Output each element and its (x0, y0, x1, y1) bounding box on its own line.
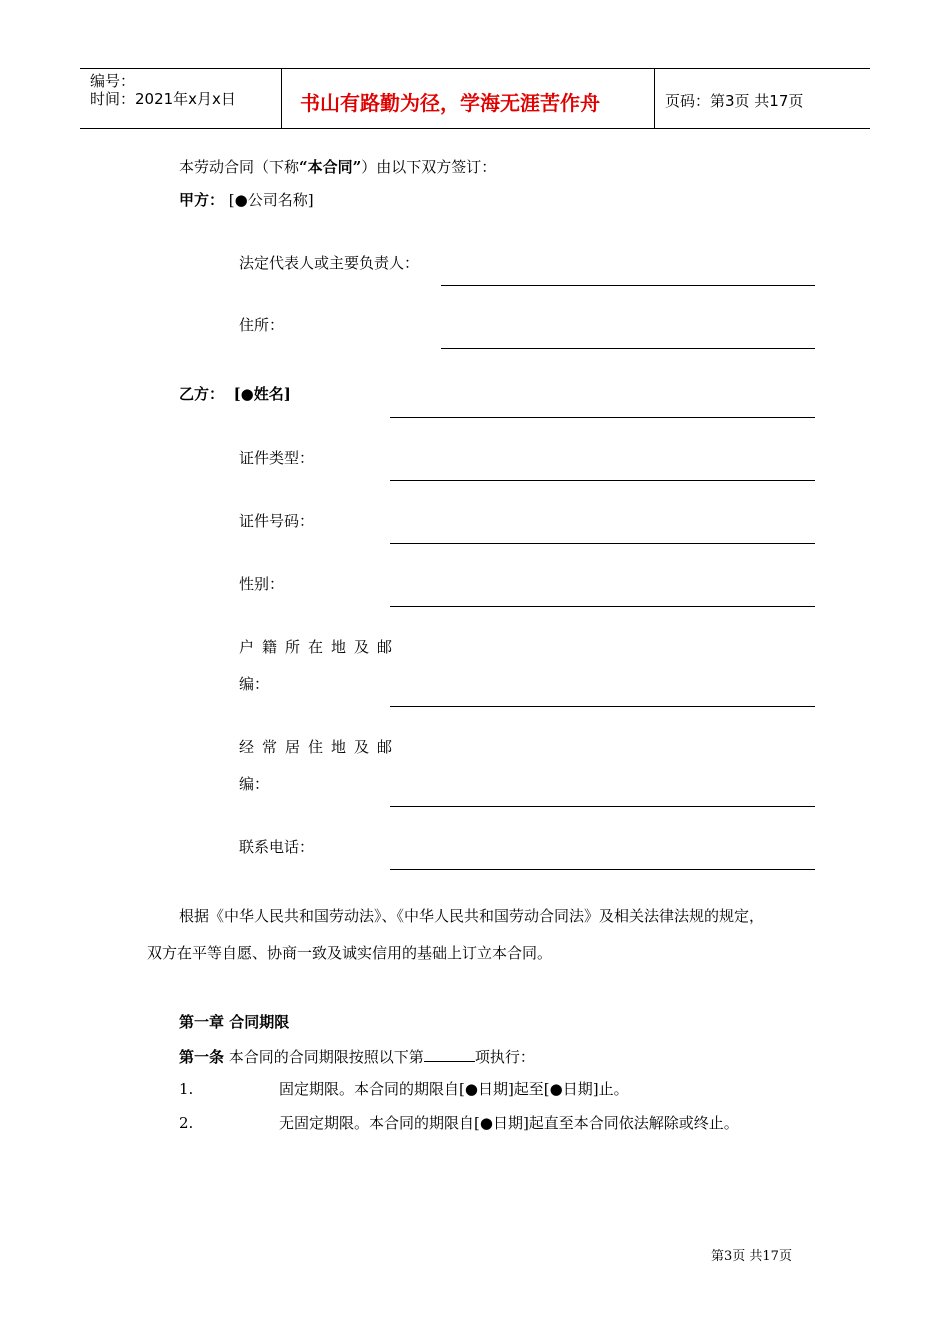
footer-page-number: 第3页 共17页 (711, 1249, 792, 1264)
item-1-num: 1. (179, 1080, 194, 1098)
party-b-label: 乙方： (179, 385, 225, 403)
header-bottom-border (80, 128, 870, 129)
party-b-value: [●姓名] (233, 385, 291, 403)
item-1-text: 固定期限。本合同的期限自[●日期]起至[●日期]止。 (279, 1080, 629, 1098)
legal-rep-blank (441, 285, 815, 286)
intro-after: ）由以下双方签订： (361, 158, 497, 176)
header-number-label: 编号： (90, 72, 136, 90)
household-label-line2: 编： (239, 675, 270, 693)
basis-line2: 双方在平等自愿、协商一致及诚实信用的基础上订立本合同。 (147, 944, 553, 962)
intro-before: 本劳动合同（下称 (179, 158, 300, 176)
article-text-after: 项执行： (474, 1048, 535, 1066)
header-time-label: 时间：2021年x月x日 (90, 90, 236, 108)
intro-line (179, 160, 496, 175)
address-label: 住所： (239, 316, 285, 334)
party-a-label: 甲方： (179, 191, 225, 209)
id-type-blank (390, 480, 815, 481)
legal-rep-label: 法定代表人或主要负责人： (239, 254, 420, 272)
id-type-label: 证件类型： (239, 449, 315, 467)
phone-label: 联系电话： (239, 838, 315, 856)
phone-blank (390, 869, 815, 870)
id-number-blank (390, 543, 815, 544)
address-blank (441, 348, 815, 349)
article-option-blank (424, 1048, 475, 1062)
item-2-num: 2. (179, 1114, 194, 1132)
party-b-name-blank (390, 417, 815, 418)
article-1 (179, 1048, 535, 1065)
party-a-value: [●公司名称] (228, 191, 314, 209)
party-a-line (179, 193, 314, 208)
article-label: 第一条 (179, 1048, 225, 1066)
header-motto: 书山有路勤为径，学海无涯苦作舟 (300, 91, 600, 115)
household-blank (390, 706, 815, 707)
header-divider-right (654, 68, 655, 129)
residence-label-line1: 经常居住地及邮 (239, 738, 401, 756)
gender-label: 性别： (239, 575, 285, 593)
header-page-label: 页码：第3页 共17页 (665, 92, 804, 110)
chapter-title: 第一章 合同期限 (179, 1013, 290, 1031)
residence-blank (390, 806, 815, 807)
household-label-line1: 户籍所在地及邮 (239, 638, 401, 656)
party-b-line (179, 387, 291, 402)
basis-line1: 根据《中华人民共和国劳动法》、《中华人民共和国劳动合同法》及相关法律法规的规定， (179, 907, 765, 925)
id-number-label: 证件号码： (239, 512, 315, 530)
header-divider-left (281, 68, 282, 129)
gender-blank (390, 606, 815, 607)
header-top-border (80, 68, 870, 69)
intro-bold: “本合同” (299, 158, 362, 176)
article-text-before: 本合同的合同期限按照以下第 (228, 1048, 424, 1066)
item-2-text: 无固定期限。本合同的期限自[●日期]起直至本合同依法解除或终止。 (279, 1114, 739, 1132)
residence-label-line2: 编： (239, 775, 270, 793)
